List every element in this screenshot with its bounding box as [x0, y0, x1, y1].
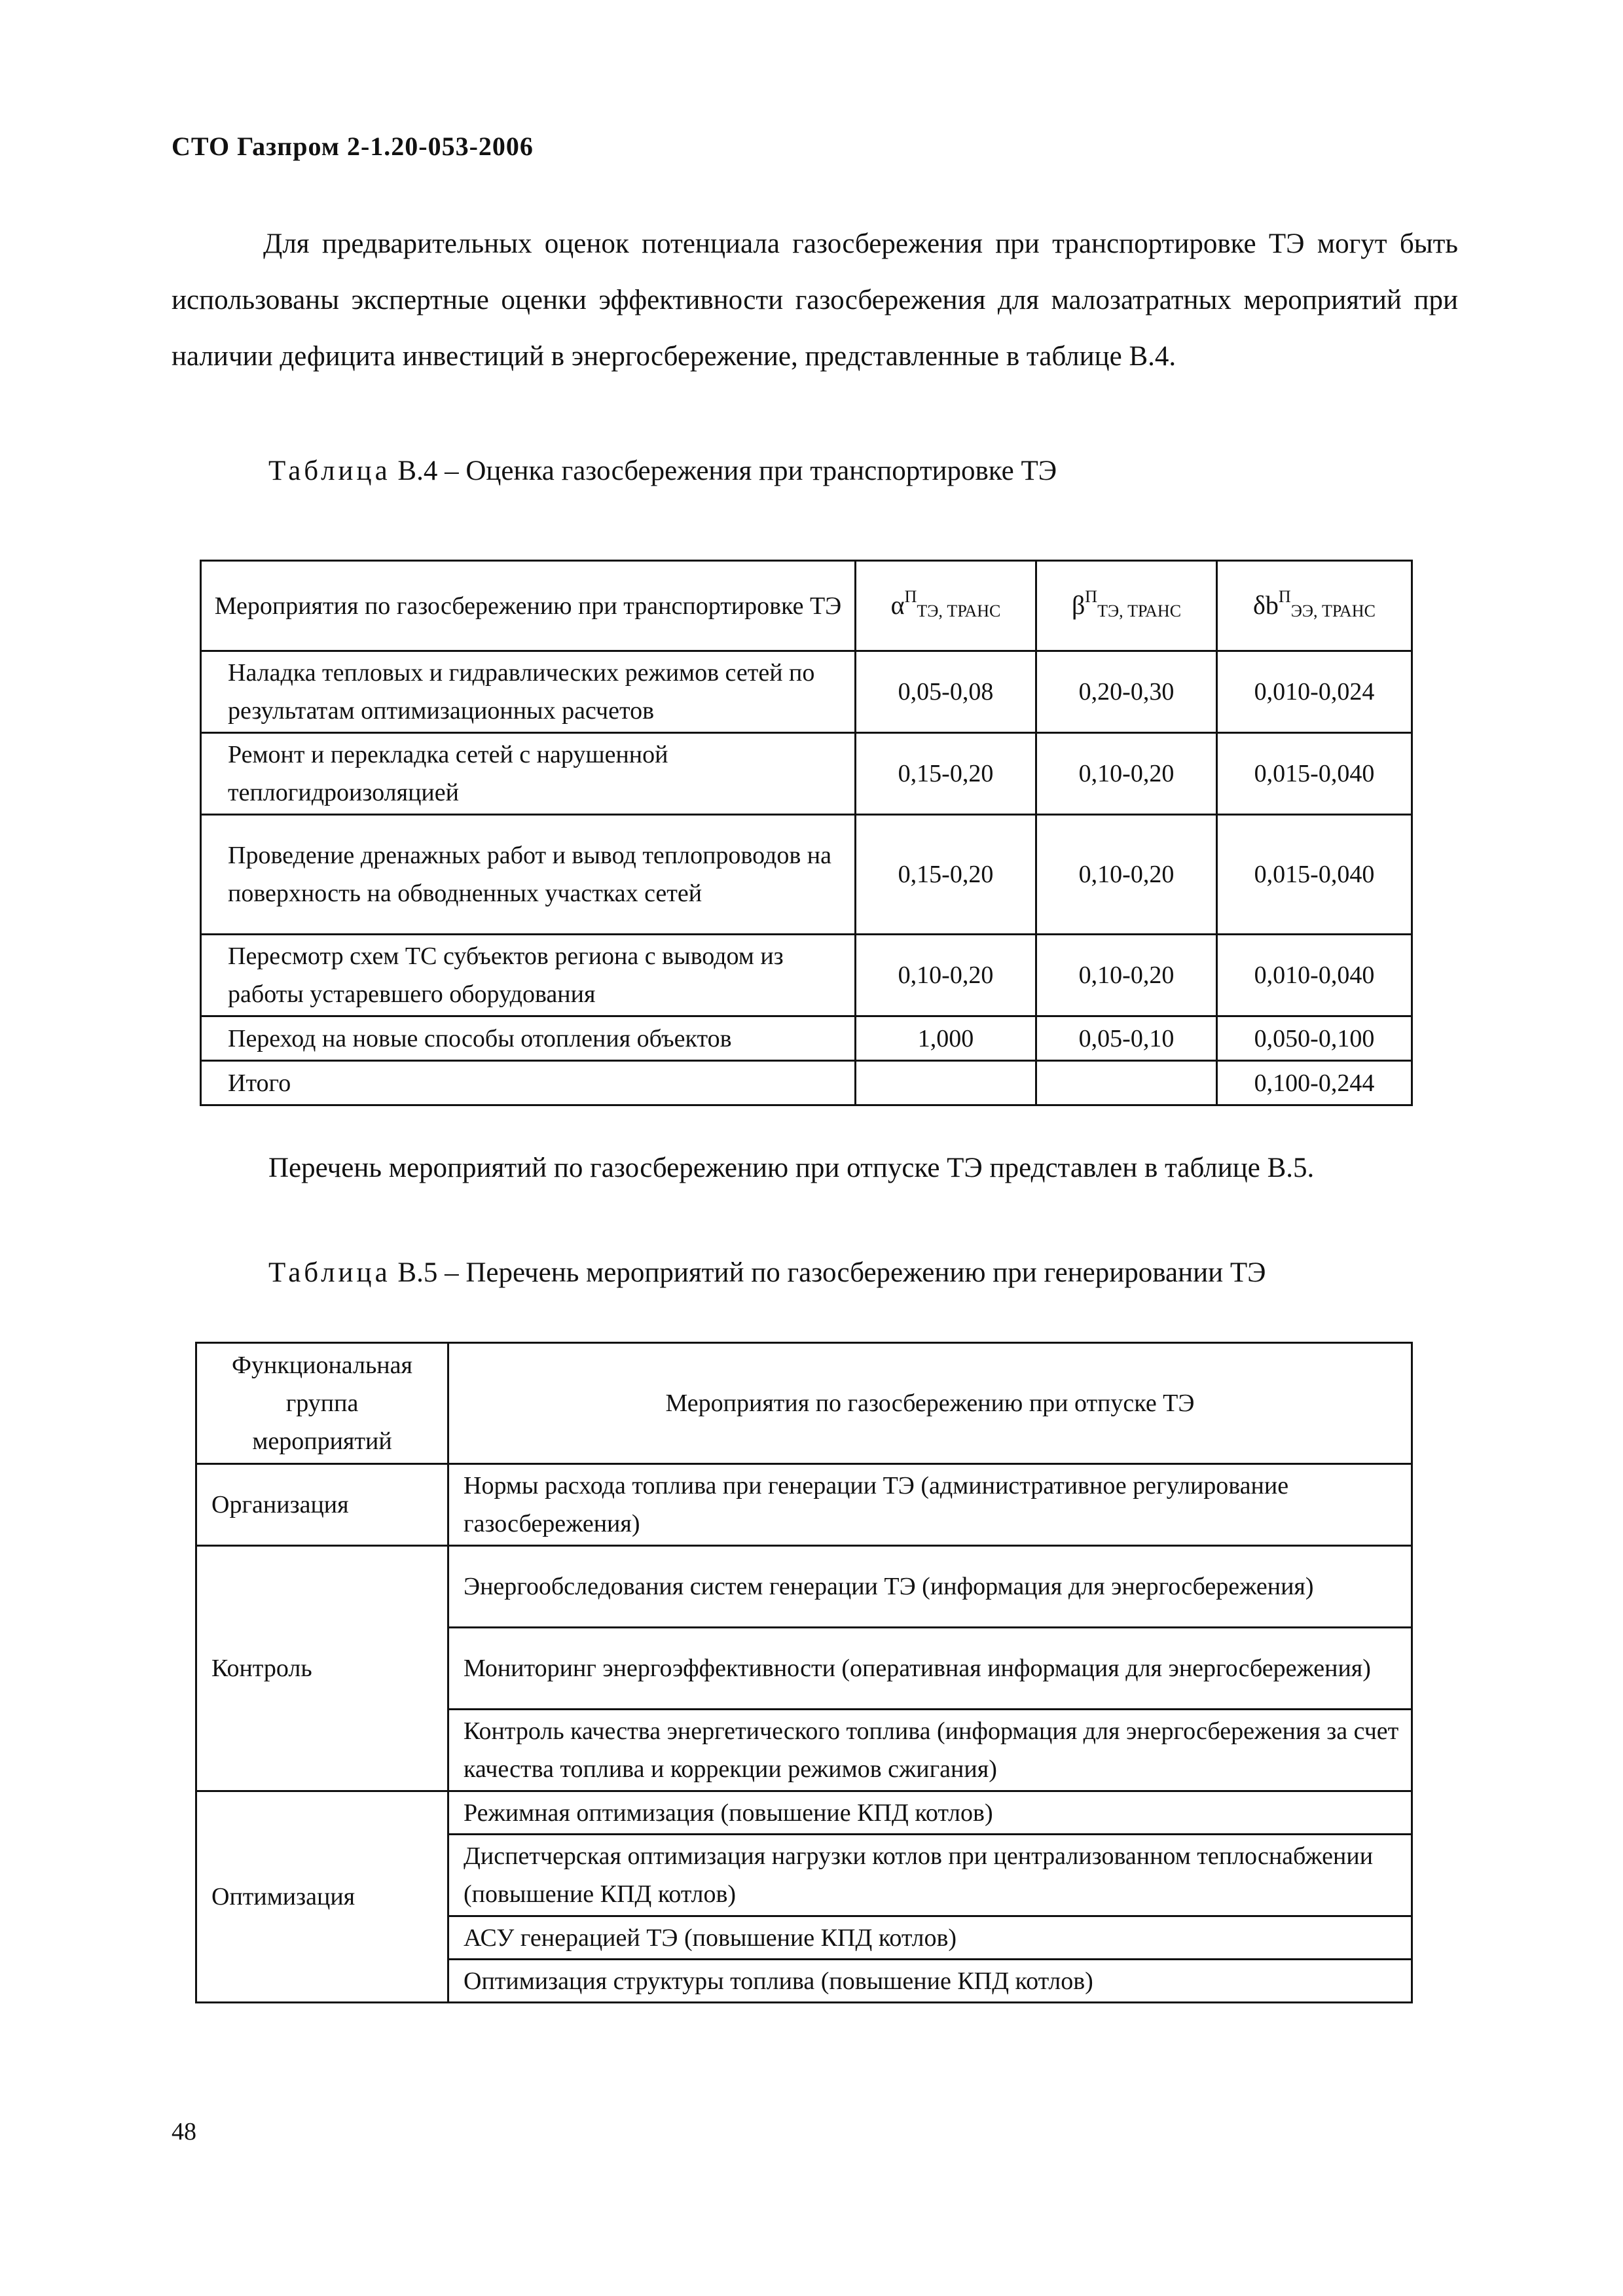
measure-item: Нормы расхода топлива при генерации ТЭ (административное регулирование газосбережения) — [448, 1464, 1412, 1546]
cell-beta — [1036, 1061, 1217, 1105]
table-b5-caption: Таблица В.5 – Перечень мероприятий по газосбережению при генерировании ТЭ — [268, 1257, 1266, 1288]
header-group: Функциональная группа мероприятий — [196, 1343, 448, 1464]
cell-beta: 0,10-0,20 — [1036, 935, 1217, 1016]
cell-measure: Итого — [201, 1061, 856, 1105]
table-row — [201, 815, 1412, 935]
cell-alpha: 0,10-0,20 — [856, 935, 1036, 1016]
measure-item: Мониторинг энергоэффективности (оперативная информация для энергосбережения) — [448, 1628, 1412, 1710]
cell-measure: Пересмотр схем ТС субъектов региона с выводом из работы устаревшего оборудования — [201, 935, 856, 1016]
cell-beta: 0,20-0,30 — [1036, 651, 1217, 733]
table-row — [196, 1464, 1412, 1546]
table-row — [196, 1791, 1412, 1835]
measure-item: Режимная оптимизация (повышение КПД котлов) — [448, 1791, 1412, 1835]
cell-alpha: 0,15-0,20 — [856, 815, 1036, 935]
header-measures: Мероприятия по газосбережению при отпуске ТЭ — [448, 1343, 1412, 1464]
header-alpha: $\alpha^П_{ТЭ, ТРАНС}$ — [856, 561, 1036, 651]
table-b4-header-row — [201, 561, 1412, 651]
cell-delta: 0,010-0,040 — [1217, 935, 1412, 1016]
group-optimization: Оптимизация — [196, 1791, 448, 2003]
table-row — [201, 733, 1412, 815]
cell-measure: Наладка тепловых и гидравлических режимов сетей по результатам оптимизационных расчетов — [201, 651, 856, 733]
page-number: 48 — [172, 2118, 196, 2145]
header-delta: $\delta b^П_{ЭЭ, ТРАНС}$ — [1217, 561, 1412, 651]
measure-item: Энергообследования систем генерации ТЭ (информация для энергосбережения) — [448, 1546, 1412, 1628]
cell-delta: 0,050-0,100 — [1217, 1016, 1412, 1061]
header-measure: Мероприятия по газосбережению при транспортировке ТЭ — [201, 561, 856, 651]
cell-measure: Проведение дренажных работ и вывод теплопроводов на поверхность на обводненных участках сетей — [201, 815, 856, 935]
header-beta: $\beta^П_{ТЭ, ТРАНС}$ — [1036, 561, 1217, 651]
table-row — [201, 1016, 1412, 1061]
table-row — [201, 651, 1412, 733]
measure-item: Контроль качества энергетического топлива (информация для энергосбережения за счет качества топлива и коррекции режимов сжигания) — [448, 1710, 1412, 1791]
table-b5-header-row — [196, 1343, 1412, 1464]
measure-item: Диспетчерская оптимизация нагрузки котлов при централизованном теплоснабжении (повышение КПД котлов) — [448, 1835, 1412, 1916]
table-row — [196, 1546, 1412, 1628]
measure-item: Оптимизация структуры топлива (повышение КПД котлов) — [448, 1960, 1412, 2003]
cell-alpha — [856, 1061, 1036, 1105]
cell-alpha: 0,05-0,08 — [856, 651, 1036, 733]
group-control: Контроль — [196, 1546, 448, 1791]
cell-delta: 0,015-0,040 — [1217, 815, 1412, 935]
intro-paragraph: Для предварительных оценок потенциала газосбережения при транспортировке ТЭ могут быть использованы экспертные оценки эффективности газосбережения для малозатратных мероприятий при наличии дефицита инвестиций в энергосбережение, представленные в таблице В.4. — [172, 228, 1458, 372]
measure-item: АСУ генерацией ТЭ (повышение КПД котлов) — [448, 1916, 1412, 1960]
cell-delta: 0,015-0,040 — [1217, 733, 1412, 815]
cell-delta: 0,100-0,244 — [1217, 1061, 1412, 1105]
cell-beta: 0,10-0,20 — [1036, 815, 1217, 935]
cell-alpha: 0,15-0,20 — [856, 733, 1036, 815]
cell-beta: 0,10-0,20 — [1036, 733, 1217, 815]
cell-measure: Ремонт и перекладка сетей с нарушенной теплогидроизоляцией — [201, 733, 856, 815]
group-organization: Организация — [196, 1464, 448, 1546]
table-b5 — [195, 1342, 1413, 2003]
cell-beta: 0,05-0,10 — [1036, 1016, 1217, 1061]
cell-alpha: 1,000 — [856, 1016, 1036, 1061]
table-row-total — [201, 1061, 1412, 1105]
mid-paragraph: Перечень мероприятий по газосбережению при отпуске ТЭ представлен в таблице В.5. — [268, 1153, 1315, 1183]
table-b4 — [200, 560, 1413, 1106]
table-row — [201, 935, 1412, 1016]
document-header: СТО Газпром 2-1.20-053-2006 — [172, 132, 534, 161]
table-b4-caption: Таблица В.4 – Оценка газосбережения при транспортировке ТЭ — [268, 456, 1057, 486]
cell-delta: 0,010-0,024 — [1217, 651, 1412, 733]
cell-measure: Переход на новые способы отопления объектов — [201, 1016, 856, 1061]
